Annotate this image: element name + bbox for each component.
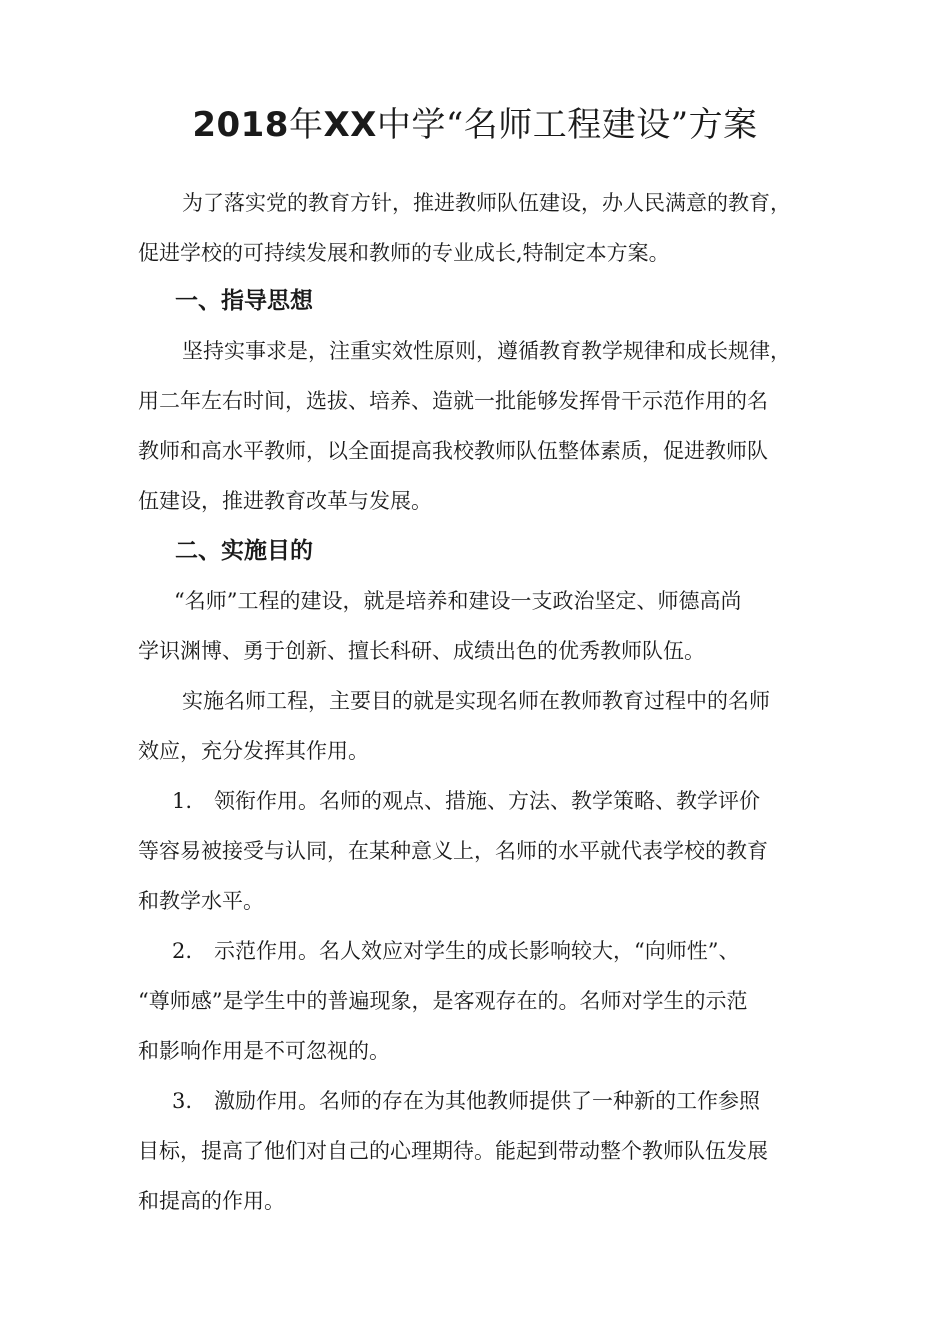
list-item-2-line-2: “尊师感”是学生中的普遍现象，是客观存在的。名师对学生的示范 xyxy=(138,989,748,1013)
section-1-line-1: 坚持实事求是，注重实效性原则，遵循教育教学规律和成长规律， xyxy=(182,339,791,363)
intro-paragraph xyxy=(138,178,818,278)
list-item-3-line-3: 和提高的作用。 xyxy=(138,1189,285,1213)
title-school-placeholder: XX xyxy=(323,105,377,145)
section-1-line-2: 用二年左右时间，选拔、培养、造就一批能够发挥骨干示范作用的名 xyxy=(138,389,768,413)
list-item-2 xyxy=(138,926,818,1076)
intro-line-2: 促进学校的可持续发展和教师的专业成长,特制定本方案。 xyxy=(138,241,670,265)
section-2-heading: 二、实施目的 xyxy=(175,538,313,564)
list-item-1-text: 领衔作用。名师的观点、措施、方法、教学策略、教学评价 xyxy=(214,789,760,813)
section-1-heading: 一、指导思想 xyxy=(175,288,313,314)
title-text: 中学“名师工程建设”方案 xyxy=(376,105,758,145)
list-item-2-line-3: 和影响作用是不可忽视的。 xyxy=(138,1039,390,1063)
intro-line-1: 为了落实党的教育方针，推进教师队伍建设，办人民满意的教育， xyxy=(182,191,791,215)
section-1-paragraph xyxy=(138,326,818,526)
list-item-3 xyxy=(138,1076,818,1226)
document-title xyxy=(0,100,950,150)
section-2-para2-line-2: 效应，充分发挥其作用。 xyxy=(138,739,369,763)
section-2-para1-line-2: 学识渊博、勇于创新、擅长科研、成绩出色的优秀教师队伍。 xyxy=(138,639,705,663)
list-item-1-number: 1. xyxy=(172,789,193,813)
list-item-1 xyxy=(138,776,818,926)
section-1-line-3: 教师和高水平教师，以全面提高我校教师队伍整体素质，促进教师队 xyxy=(138,439,768,463)
section-2-para2-line-1: 实施名师工程，主要目的就是实现名师在教师教育过程中的名师 xyxy=(182,689,770,713)
title-year-suffix: 年 xyxy=(288,105,324,145)
section-1-line-4: 伍建设，推进教育改革与发展。 xyxy=(138,489,432,513)
section-2-paragraph-1 xyxy=(138,576,818,676)
list-item-3-text: 激励作用。名师的存在为其他教师提供了一种新的工作参照 xyxy=(214,1089,760,1113)
list-item-1-first-line xyxy=(138,776,818,826)
title-year: 2018 xyxy=(192,105,289,145)
list-item-3-number: 3. xyxy=(172,1089,193,1113)
list-item-1-line-3: 和教学水平。 xyxy=(138,889,264,913)
list-item-1-line-2: 等容易被接受与认同，在某种意义上，名师的水平就代表学校的教育 xyxy=(138,839,768,863)
list-item-2-text: 示范作用。名人效应对学生的成长影响较大，“向师性”、 xyxy=(214,939,740,963)
list-item-3-first-line xyxy=(138,1076,818,1126)
list-item-2-first-line xyxy=(138,926,818,976)
list-item-2-number: 2. xyxy=(172,939,193,963)
section-2-para1-line-1: “名师”工程的建设，就是培养和建设一支政治坚定、师德高尚 xyxy=(174,589,742,613)
section-2-paragraph-2 xyxy=(138,676,818,776)
list-item-3-line-2: 目标，提高了他们对自己的心理期待。能起到带动整个教师队伍发展 xyxy=(138,1139,768,1163)
